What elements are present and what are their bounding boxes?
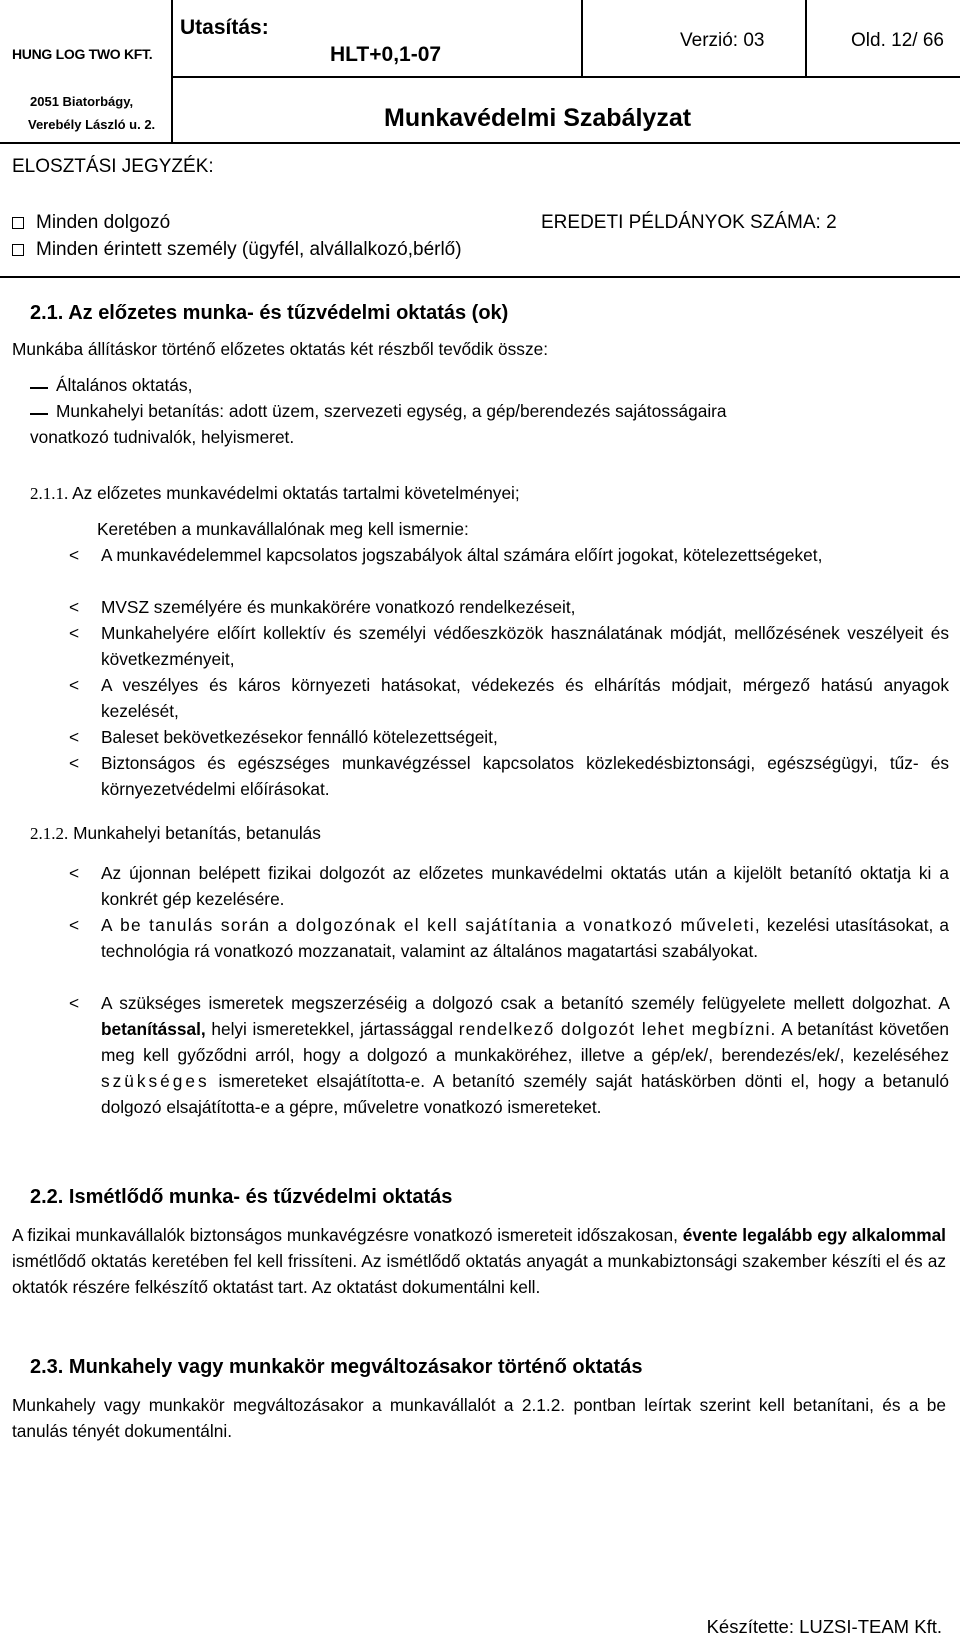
checkbox-icon [12,217,24,229]
paragraph: Keretében a munkavállalónak meg kell ismernie: [97,519,469,539]
list-item: < A munkavédelemmel kapcsolatos jogszabályok által számára előírt jogokat, kötelezettségeket, [69,542,949,594]
section-heading [30,302,508,325]
bullet-icon: < [69,993,80,1013]
subsection-number: 2.1.2. [30,824,69,843]
section-number: 2.1. [30,302,64,324]
list-item: < MVSZ személyére és munkakörére vonatkozó rendelkezéseit, [69,594,949,620]
divider [805,0,807,76]
distribution-item: Minden dolgozó [12,212,170,234]
section-title: Az előzetes munka- és tűzvédelmi oktatás (ok) [68,302,509,324]
subsection-heading [30,820,930,847]
distribution-list [0,144,960,278]
document-header [0,0,960,144]
bullet-icon: < [69,863,80,883]
instruction-code: HLT+0,1-07 [330,43,442,66]
subsection-number: 2.1.1. [30,484,69,503]
section-title: Munkahely vagy munkakör megváltozásakor történő oktatás [68,1356,643,1378]
original-copies-count: EREDETI PÉLDÁNYOK SZÁMA: 2 [541,212,837,233]
bullet-icon: < [69,623,80,643]
list-item: < A veszélyes és káros környezeti hatásokat, védekezés és elhárítás módjait, mérgező hatású anyagok kezelését, [69,672,949,724]
subsection-title: Munkahelyi betanítás, betanulás [73,823,321,843]
divider [581,0,583,76]
bullet-icon: < [69,753,80,773]
version-label: Verzió: 03 [680,30,765,51]
bullet-icon: < [69,675,80,695]
subsection-heading [30,480,930,507]
list-item: < Az újonnan belépett fizikai dolgozót az előzetes munkavédelmi oktatás után a kijelölt betanító oktatja ki a konkrét gép kezelésére. [69,860,949,912]
subsection-title: Az előzetes munkavédelmi oktatás tartalmi követelményei; [72,483,520,503]
distribution-item: Minden érintett személy (ügyfél, alvállalkozó,bérlő) [12,239,462,261]
divider [171,76,960,78]
paragraph: A fizikai munkavállalók biztonságos munkavégzésre vonatkozó ismereteit időszakosan, évente legalább egy alkalommal ismétlődő oktatás keretében fel kell frissíteni. Az ismétlődő oktatás anyagát a munkabiztonsági szakember készíti el és az oktatók részére felkészítő oktatást tart. Az oktatást dokumentálni kell. [12,1225,946,1297]
instruction-label: Utasítás: [180,16,269,39]
section-number: 2.2. [30,1186,64,1208]
prepared-by: Készítette: LUZSI-TEAM Kft. [706,1616,942,1637]
company-address-line2: Verebély László u. 2. [28,117,156,132]
list-item: < A szükséges ismeretek megszerzéséig a dolgozó csak a betanító személy felügyelete mellett dolgozhat. A betanítással, helyi ismeretekkel, jártassággal rendelkező dolgozót lehet megbízni. A betanítást követően meg kell győződni arról, hogy a dolgozó a munkaköréhez, illetve a gép/ek/, berendezés/ek/, kezeléséhez szükséges ismereteket elsajátította-e. A betanító személy saját hatáskörben dönti el, hogy a betanuló dolgozó elsajátította-e a gépre, műveletre vonatkozó ismereteket. [69,990,949,1172]
distribution-title: ELOSZTÁSI JEGYZÉK: [12,156,214,177]
section-number: 2.3. [30,1356,64,1378]
dash-item: Általános oktatás, [30,372,930,398]
list-item: < A be tanulás során a dolgozónak el kell sajátítania a vonatkozó műveleti, kezelési utasításokat, a technológia rá vonatkozó mozzanatait, valamint az általános magatartási szabályokat. [69,912,949,990]
bullet-icon: < [69,915,80,935]
list-item: < Biztonságos és egészséges munkavégzéssel kapcsolatos közlekedésbiztonsági, egészségügyi, tűz- és környezetvédelmi előírásokat. [69,750,949,802]
dash-item: Munkahelyi betanítás: adott üzem, szervezeti egység, a gép/berendezés sajátosságaira [30,398,950,424]
company-address-line1: 2051 Biatorbágy, [30,94,134,109]
company-name: HUNG LOG TWO KFT. [12,46,153,62]
paragraph: Munkába állításkor történő előzetes oktatás két részből tevődik össze: [12,339,548,359]
section-heading [30,1356,642,1379]
company-block [0,0,172,144]
dash-icon [30,387,48,389]
section-title: Ismétlődő munka- és tűzvédelmi oktatás [68,1186,453,1208]
bullet-icon: < [69,545,80,565]
document-title: Munkavédelmi Szabályzat [384,104,692,132]
dash-item-continued: vonatkozó tudnivalók, helyismeret. [30,427,295,447]
list-item: < Baleset bekövetkezésekor fennálló kötelezettségeit, [69,724,949,750]
divider [171,0,173,144]
bullet-icon: < [69,597,80,617]
list-item: < Munkahelyére előírt kollektív és személyi védőeszközök használatának módját, mellőzésének veszélyeit és következményeit, [69,620,949,672]
page-number: Old. 12/ 66 [851,30,944,51]
bullet-icon: < [69,727,80,747]
dash-icon [30,413,48,415]
section-heading [30,1186,452,1209]
paragraph: Munkahely vagy munkakör megváltozásakor a munkavállalót a 2.1.2. pontban leírtak szerint kell betanítani, és a be tanulás tényét dokumentálni. [12,1395,946,1441]
checkbox-icon [12,244,24,256]
